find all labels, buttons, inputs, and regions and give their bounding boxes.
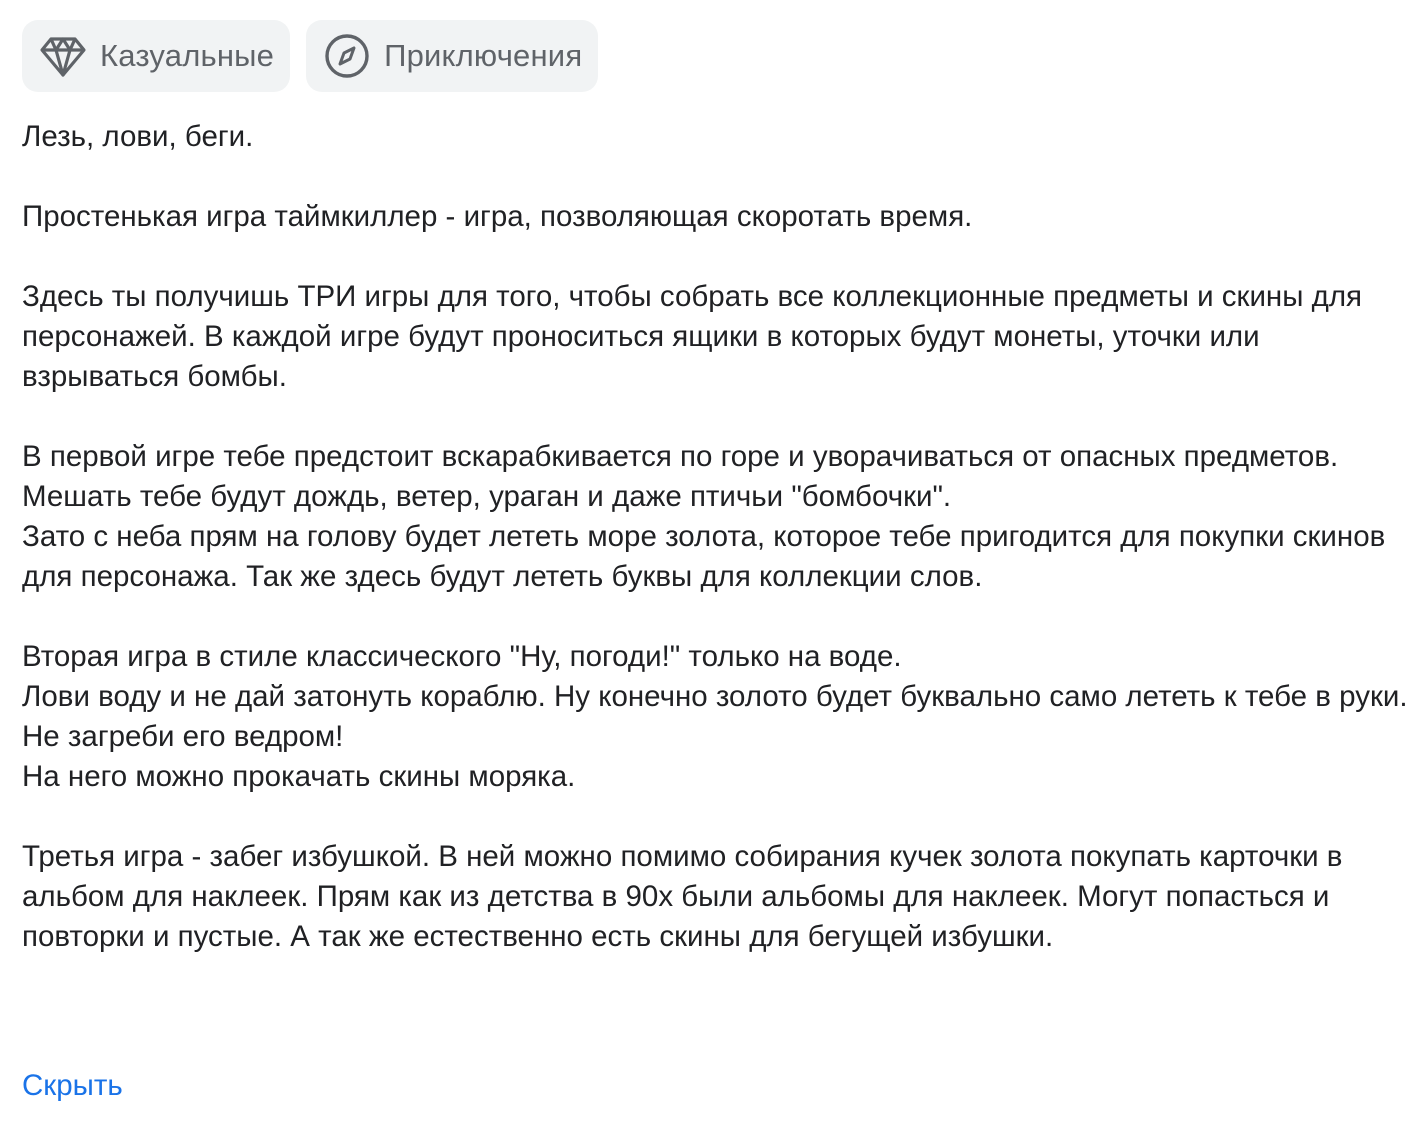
diamond-icon xyxy=(38,31,88,81)
description-game2-line3: На него можно прокачать скины моряка. xyxy=(22,760,576,793)
tag-adventure[interactable] xyxy=(306,20,598,92)
description-game3: Третья игра - забег избушкой. В ней можно помимо собирания кучек золота покупать карточки в альбом для наклеек. Прям как из детства в 90х были альбомы для наклеек. Могут попасться и повторки и пустые. А так же естественно есть скины для бегущей избушки. xyxy=(22,840,1343,953)
description-game1-line2: Мешать тебе будут дождь, ветер, ураган и даже птичьи "бомбочки". xyxy=(22,480,952,513)
description-game2-line1: Вторая игра в стиле классического "Ну, погоди!" только на воде. xyxy=(22,640,902,673)
game-description xyxy=(22,117,1412,957)
category-tags xyxy=(22,20,598,92)
tag-adventure-label: Приключения xyxy=(384,38,583,73)
description-summary: Простенькая игра таймкиллер - игра, позволяющая скоротать время. xyxy=(22,200,973,233)
tag-casual[interactable] xyxy=(22,20,290,92)
hide-description-link[interactable]: Скрыть xyxy=(22,1069,123,1102)
description-three-games: Здесь ты получишь ТРИ игры для того, чтобы собрать все коллекционные предметы и скины для персонажей. В каждой игре будут проноситься ящики в которых будут монеты, уточки или взрываться бомбы. xyxy=(22,280,1363,393)
description-game2-line2: Лови воду и не дай затонуть кораблю. Ну конечно золото будет буквально само лететь к тебе в руки. Не загреби его ведром! xyxy=(22,680,1408,753)
tag-casual-label: Казуальные xyxy=(100,38,275,73)
description-game1-line1: В первой игре тебе предстоит вскарабкивается по горе и уворачиваться от опасных предметов. xyxy=(22,440,1339,473)
description-intro: Лезь, лови, беги. xyxy=(22,120,254,153)
description-game1-line3: Зато с неба прям на голову будет лететь море золота, которое тебе пригодится для покупки скинов для персонажа. Так же здесь будут лететь буквы для коллекции слов. xyxy=(22,520,1386,593)
compass-icon xyxy=(322,31,372,81)
